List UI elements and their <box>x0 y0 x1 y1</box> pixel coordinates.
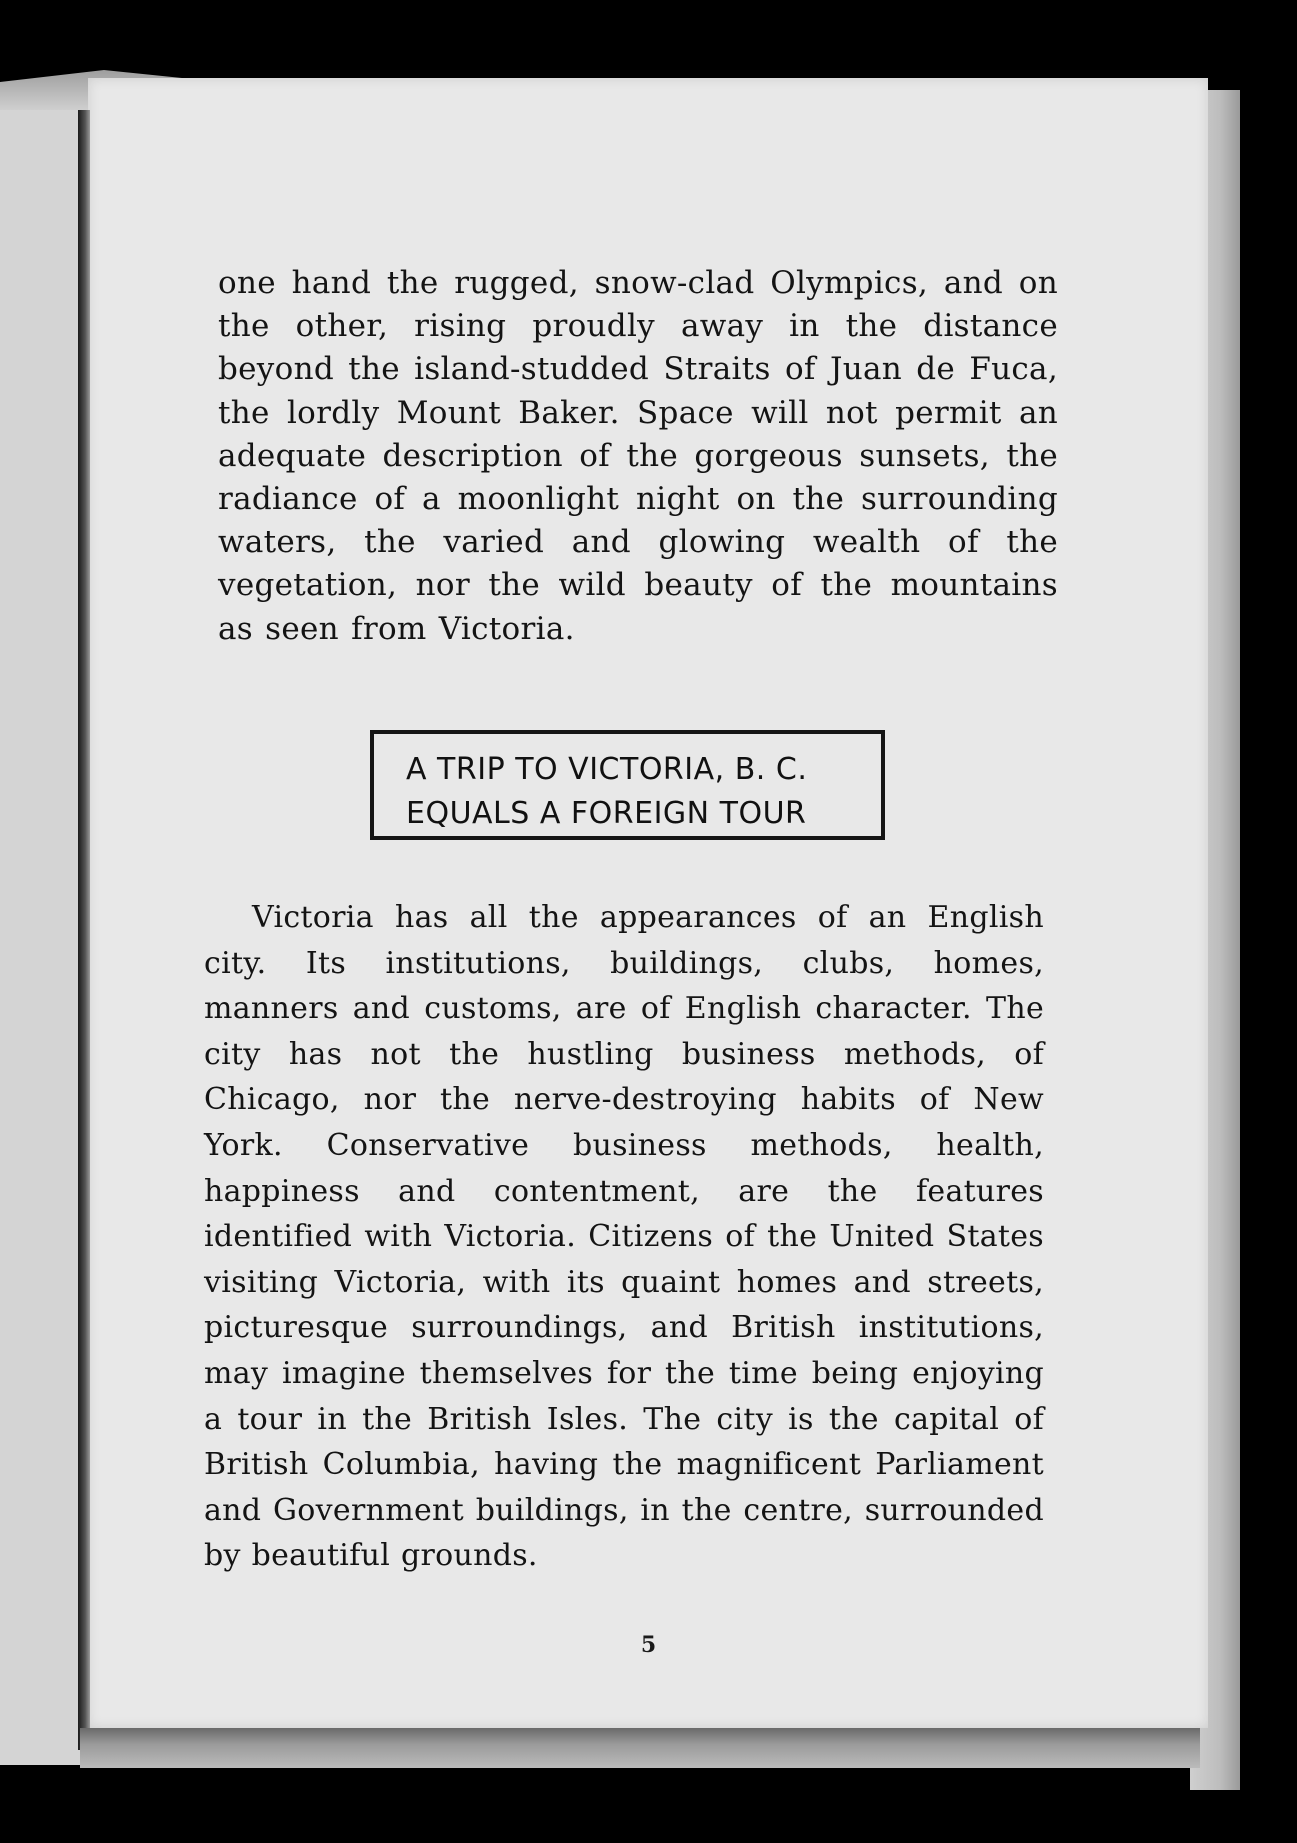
section-heading-box <box>370 730 885 840</box>
booklet-spine <box>78 110 90 1750</box>
section-heading-line-2: EQUALS A FOREIGN TOUR <box>406 796 807 831</box>
page-bottom-edge <box>80 1728 1200 1768</box>
page-number: 5 <box>640 1632 657 1658</box>
body-paragraph-2: Victoria has all the appearances of an English city. Its institutions, buildings, clubs, homes, manners and customs, are of English character. The city has not the hustling business methods, of Chicago, nor the nerve-destroying habits of New York. Conservative business methods, health, happiness and contentment, are the features identified with Victoria. Citizens of the United States visiting Victoria, with its quaint homes and streets, picturesque surroundings, and British institutions, may imagine themselves for the time being enjoying a tour in the British Isles. The city is the capital of British Columbia, having the magnificent Parliament and Government buildings, in the centre, surrounded by beautiful grounds. <box>204 900 1044 1574</box>
body-paragraph-1: one hand the rugged, snow-clad Olympics, and on the other, rising proudly away in the distance beyond the island-studded Straits of Juan de Fuca, the lordly Mount Baker. Space will not permit an adequate description of the gorgeous sunsets, the radiance of a moonlight night on the surrounding waters, the varied and glowing wealth of the vegetation, nor the wild beauty of the mountains as seen from Victoria. <box>218 265 1058 647</box>
section-heading-line-1: A TRIP TO VICTORIA, B. C. <box>406 752 808 787</box>
